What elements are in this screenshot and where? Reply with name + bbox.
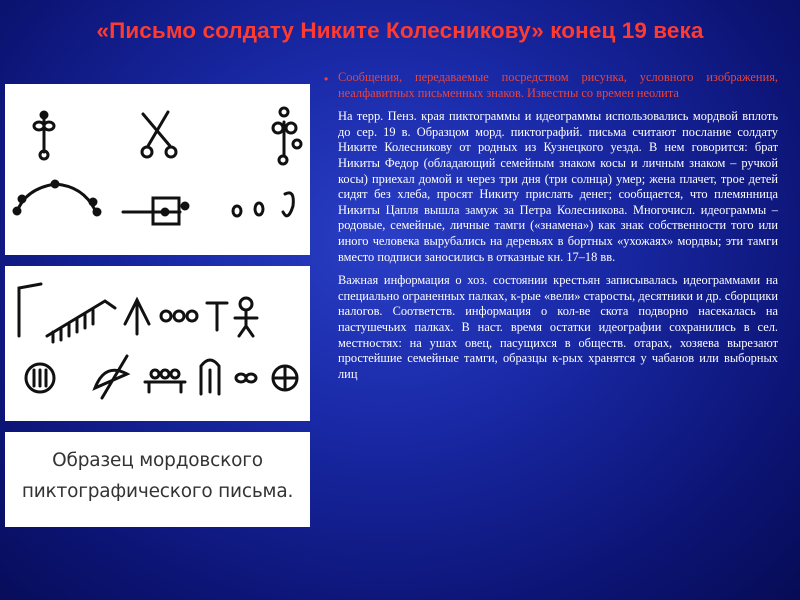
caption-line-1: Образец мордовского	[52, 450, 263, 471]
pictogram-panel-middle	[5, 266, 310, 421]
slide-title: «Письмо солдату Никите Колесникову» конец 19 века	[96, 18, 704, 43]
definition-paragraph: Сообщения, передаваемые посредством рисунка, условного изображения, неалфавитных письменных знаков. Известны со времен неолита	[338, 70, 778, 100]
bullet-marker: •	[324, 72, 329, 86]
text-column	[338, 70, 778, 390]
pictogram-panel-top	[5, 84, 310, 255]
image-caption	[5, 445, 310, 507]
pictograms-top-drawing	[5, 84, 310, 255]
pictograms-middle-drawing	[5, 266, 310, 421]
image-caption-panel	[5, 432, 310, 527]
history-paragraph: На терр. Пенз. края пиктограммы и идеограммы использовались мордвой вплоть до сер. 19 в. Образцом морд. пиктографий. письма считают послание солдату Никите Колесникову от родных из Кузнецкого уезда. В нем говорится: брат Никиты Федор (обладающий семейным знаком косы и личным знаком – ручкой косы) приехал домой и через три дня (три солнца) умер; жена плачет, трое детей сидят без хлеба, просят Никиту прислать денег; сообщается, что племянница Никиты Цапля вышла замуж за Петра Колесникова. Многочисл. идеограммы – родовые, семейные, личные тамги («знамена») как знак собственности того или иного человека вырубались на деревьях в бортных «ухожаях» мордвы; эти тамги вместо подписи заносились в отказные кн. 17–18 вв.	[338, 109, 778, 264]
economy-paragraph: Важная информация о хоз. состоянии крестьян записывалась идеограммами на специально ограненных палках, к-рые «вели» старосты, десятники и др. сборщики налогов. Соответств. информация о кол-ве скота подворно насекалась на пастушечьих палках. В наст. время остатки идеографии сохранились в сел. местностях: на ушах овец, пасущихся в обществ. отарах, хозяева вырезают простейшие семейные тамги, образцы к-рых хранятся у чабанов или выборных лиц	[338, 273, 778, 381]
caption-line-2: пиктографического письма.	[21, 481, 294, 502]
